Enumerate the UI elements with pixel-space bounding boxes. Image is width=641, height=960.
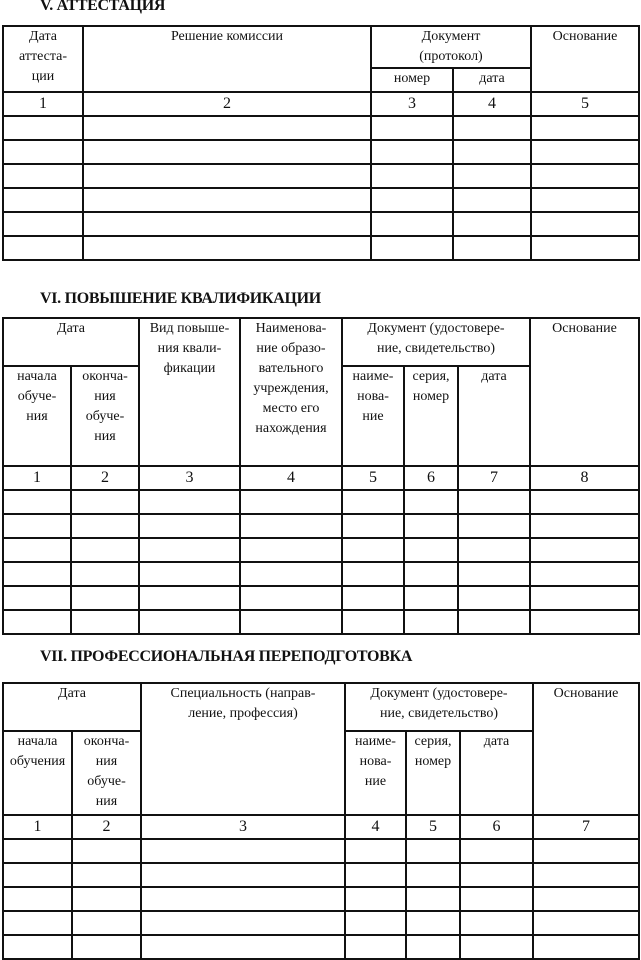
empty-cell[interactable]	[240, 586, 342, 610]
attestation-basis-header: Основание	[531, 26, 639, 92]
empty-cell[interactable]	[530, 490, 639, 514]
table-row	[3, 140, 639, 164]
empty-cell[interactable]	[460, 863, 533, 887]
empty-cell[interactable]	[72, 839, 141, 863]
empty-cell[interactable]	[460, 911, 533, 935]
qualification-type-header: Вид повыше- ния квали- фикации	[139, 318, 240, 466]
empty-cell[interactable]	[3, 586, 71, 610]
empty-cell[interactable]	[141, 839, 345, 863]
empty-cell[interactable]	[83, 212, 371, 236]
empty-cell[interactable]	[240, 562, 342, 586]
empty-cell[interactable]	[3, 212, 83, 236]
empty-cell[interactable]	[530, 586, 639, 610]
qualification-title: VI. ПОВЫШЕНИЕ КВАЛИФИКАЦИИ	[40, 290, 321, 307]
empty-cell[interactable]	[3, 514, 71, 538]
retraining-end-header: оконча- ния обуче- ния	[72, 731, 141, 815]
empty-cell[interactable]	[83, 140, 371, 164]
empty-cell[interactable]	[72, 911, 141, 935]
table-row	[3, 839, 639, 863]
table-row	[3, 610, 639, 634]
retraining-name-header: наиме- нова- ние	[345, 731, 406, 815]
retraining-basis-header: Основание	[533, 683, 639, 815]
qualification-doc-date-header: дата	[458, 366, 530, 466]
empty-cell[interactable]	[72, 887, 141, 911]
empty-cell[interactable]	[404, 586, 458, 610]
empty-cell[interactable]	[531, 116, 639, 140]
table-row	[3, 911, 639, 935]
column-number: 1	[3, 815, 72, 839]
empty-cell[interactable]	[406, 935, 460, 959]
attestation-doc-date-header: дата	[453, 68, 531, 92]
attestation-document-header: Документ (протокол)	[371, 26, 531, 68]
column-number: 1	[3, 466, 71, 490]
empty-cell[interactable]	[345, 887, 406, 911]
table-row	[3, 164, 639, 188]
retraining-table	[2, 682, 640, 960]
retraining-start-header: начала обучения	[3, 731, 72, 815]
column-number: 2	[72, 815, 141, 839]
column-number: 6	[404, 466, 458, 490]
empty-cell[interactable]	[404, 610, 458, 634]
empty-cell[interactable]	[460, 839, 533, 863]
empty-cell[interactable]	[458, 562, 530, 586]
table-row	[3, 586, 639, 610]
qualification-table	[2, 317, 640, 635]
retraining-title: VII. ПРОФЕССИОНАЛЬНАЯ ПЕРЕПОДГОТОВКА	[40, 648, 413, 665]
empty-cell[interactable]	[453, 188, 531, 212]
column-number: 2	[83, 92, 371, 116]
empty-cell[interactable]	[71, 514, 139, 538]
empty-cell[interactable]	[83, 188, 371, 212]
empty-cell[interactable]	[345, 863, 406, 887]
empty-cell[interactable]	[72, 863, 141, 887]
empty-cell[interactable]	[371, 140, 453, 164]
column-number: 3	[139, 466, 240, 490]
attestation-date-header: Дата аттеста- ции	[3, 26, 83, 92]
empty-cell[interactable]	[533, 839, 639, 863]
qualification-institution-header: Наименова- ние образо- вательного учреждения, место его нахождения	[240, 318, 342, 466]
empty-cell[interactable]	[342, 562, 404, 586]
empty-cell[interactable]	[240, 610, 342, 634]
empty-cell[interactable]	[345, 935, 406, 959]
empty-cell[interactable]	[533, 935, 639, 959]
empty-cell[interactable]	[3, 188, 83, 212]
attestation-empty-rows	[3, 116, 639, 260]
empty-cell[interactable]	[240, 490, 342, 514]
empty-cell[interactable]	[453, 140, 531, 164]
retraining-series-header: серия, номер	[406, 731, 460, 815]
retraining-date-header: Дата	[3, 683, 141, 731]
column-number: 5	[406, 815, 460, 839]
attestation-number-header: номер	[371, 68, 453, 92]
qualification-end-header: оконча- ния обуче- ния	[71, 366, 139, 466]
empty-cell[interactable]	[404, 514, 458, 538]
empty-cell[interactable]	[342, 514, 404, 538]
attestation-decision-header: Решение комиссии	[83, 26, 371, 92]
qualification-date-header: Дата	[3, 318, 139, 366]
empty-cell[interactable]	[71, 538, 139, 562]
empty-cell[interactable]	[531, 188, 639, 212]
empty-cell[interactable]	[141, 887, 345, 911]
empty-cell[interactable]	[139, 514, 240, 538]
table-row	[3, 188, 639, 212]
empty-cell[interactable]	[3, 490, 71, 514]
table-row	[3, 887, 639, 911]
empty-cell[interactable]	[460, 887, 533, 911]
empty-cell[interactable]	[404, 538, 458, 562]
empty-cell[interactable]	[72, 935, 141, 959]
empty-cell[interactable]	[406, 863, 460, 887]
empty-cell[interactable]	[3, 140, 83, 164]
empty-cell[interactable]	[371, 236, 453, 260]
empty-cell[interactable]	[139, 610, 240, 634]
empty-cell[interactable]	[3, 935, 72, 959]
empty-cell[interactable]	[345, 911, 406, 935]
empty-cell[interactable]	[3, 911, 72, 935]
empty-cell[interactable]	[3, 164, 83, 188]
table-row	[3, 490, 639, 514]
empty-cell[interactable]	[342, 586, 404, 610]
empty-cell[interactable]	[458, 538, 530, 562]
empty-cell[interactable]	[139, 562, 240, 586]
empty-cell[interactable]	[453, 236, 531, 260]
empty-cell[interactable]	[141, 935, 345, 959]
empty-cell[interactable]	[240, 514, 342, 538]
attestation-table	[2, 25, 640, 261]
empty-cell[interactable]	[371, 188, 453, 212]
empty-cell[interactable]	[531, 140, 639, 164]
empty-cell[interactable]	[3, 236, 83, 260]
column-number: 4	[240, 466, 342, 490]
retraining-specialty-header: Специальность (направ- ление, профессия)	[141, 683, 345, 815]
qualification-document-header: Документ (удостовере- ние, свидетельство)	[342, 318, 530, 366]
empty-cell[interactable]	[404, 490, 458, 514]
column-number: 5	[342, 466, 404, 490]
empty-cell[interactable]	[71, 562, 139, 586]
empty-cell[interactable]	[141, 863, 345, 887]
table-row	[3, 212, 639, 236]
empty-cell[interactable]	[458, 610, 530, 634]
column-number: 4	[453, 92, 531, 116]
empty-cell[interactable]	[71, 490, 139, 514]
empty-cell[interactable]	[531, 164, 639, 188]
table-row	[3, 935, 639, 959]
column-number: 5	[531, 92, 639, 116]
attestation-column-numbers	[3, 92, 639, 116]
table-row	[3, 236, 639, 260]
table-row	[3, 514, 639, 538]
column-number: 6	[460, 815, 533, 839]
empty-cell[interactable]	[533, 911, 639, 935]
qualification-column-numbers	[3, 466, 639, 490]
empty-cell[interactable]	[406, 887, 460, 911]
table-row	[3, 116, 639, 140]
empty-cell[interactable]	[342, 538, 404, 562]
empty-cell[interactable]	[141, 911, 345, 935]
table-row	[3, 863, 639, 887]
empty-cell[interactable]	[3, 116, 83, 140]
column-number: 7	[458, 466, 530, 490]
empty-cell[interactable]	[71, 610, 139, 634]
empty-cell[interactable]	[139, 490, 240, 514]
empty-cell[interactable]	[139, 586, 240, 610]
empty-cell[interactable]	[406, 839, 460, 863]
column-number: 8	[530, 466, 639, 490]
empty-cell[interactable]	[530, 538, 639, 562]
empty-cell[interactable]	[531, 212, 639, 236]
empty-cell[interactable]	[453, 212, 531, 236]
empty-cell[interactable]	[3, 839, 72, 863]
empty-cell[interactable]	[3, 562, 71, 586]
empty-cell[interactable]	[404, 562, 458, 586]
column-number: 3	[141, 815, 345, 839]
empty-cell[interactable]	[342, 490, 404, 514]
empty-cell[interactable]	[531, 236, 639, 260]
qualification-empty-rows	[3, 490, 639, 634]
empty-cell[interactable]	[3, 538, 71, 562]
empty-cell[interactable]	[530, 514, 639, 538]
column-number: 1	[3, 92, 83, 116]
empty-cell[interactable]	[71, 586, 139, 610]
empty-cell[interactable]	[530, 610, 639, 634]
retraining-column-numbers	[3, 815, 639, 839]
empty-cell[interactable]	[533, 887, 639, 911]
empty-cell[interactable]	[83, 164, 371, 188]
empty-cell[interactable]	[458, 490, 530, 514]
empty-cell[interactable]	[83, 236, 371, 260]
column-number: 4	[345, 815, 406, 839]
retraining-empty-rows	[3, 839, 639, 959]
empty-cell[interactable]	[3, 863, 72, 887]
qualification-basis-header: Основание	[530, 318, 639, 466]
table-row	[3, 562, 639, 586]
empty-cell[interactable]	[533, 863, 639, 887]
empty-cell[interactable]	[458, 514, 530, 538]
empty-cell[interactable]	[83, 116, 371, 140]
empty-cell[interactable]	[453, 116, 531, 140]
empty-cell[interactable]	[530, 562, 639, 586]
empty-cell[interactable]	[3, 610, 71, 634]
qualification-name-header: наиме- нова- ние	[342, 366, 404, 466]
table-row	[3, 538, 639, 562]
empty-cell[interactable]	[458, 586, 530, 610]
empty-cell[interactable]	[345, 839, 406, 863]
column-number: 3	[371, 92, 453, 116]
qualification-start-header: начала обуче- ния	[3, 366, 71, 466]
empty-cell[interactable]	[139, 538, 240, 562]
empty-cell[interactable]	[371, 212, 453, 236]
empty-cell[interactable]	[453, 164, 531, 188]
empty-cell[interactable]	[342, 610, 404, 634]
attestation-title: V. АТТЕСТАЦИЯ	[40, 0, 166, 14]
empty-cell[interactable]	[460, 935, 533, 959]
retraining-document-header: Документ (удостовере- ние, свидетельство)	[345, 683, 533, 731]
empty-cell[interactable]	[240, 538, 342, 562]
empty-cell[interactable]	[371, 164, 453, 188]
qualification-series-header: серия, номер	[404, 366, 458, 466]
retraining-doc-date-header: дата	[460, 731, 533, 815]
column-number: 7	[533, 815, 639, 839]
empty-cell[interactable]	[406, 911, 460, 935]
column-number: 2	[71, 466, 139, 490]
empty-cell[interactable]	[3, 887, 72, 911]
empty-cell[interactable]	[371, 116, 453, 140]
